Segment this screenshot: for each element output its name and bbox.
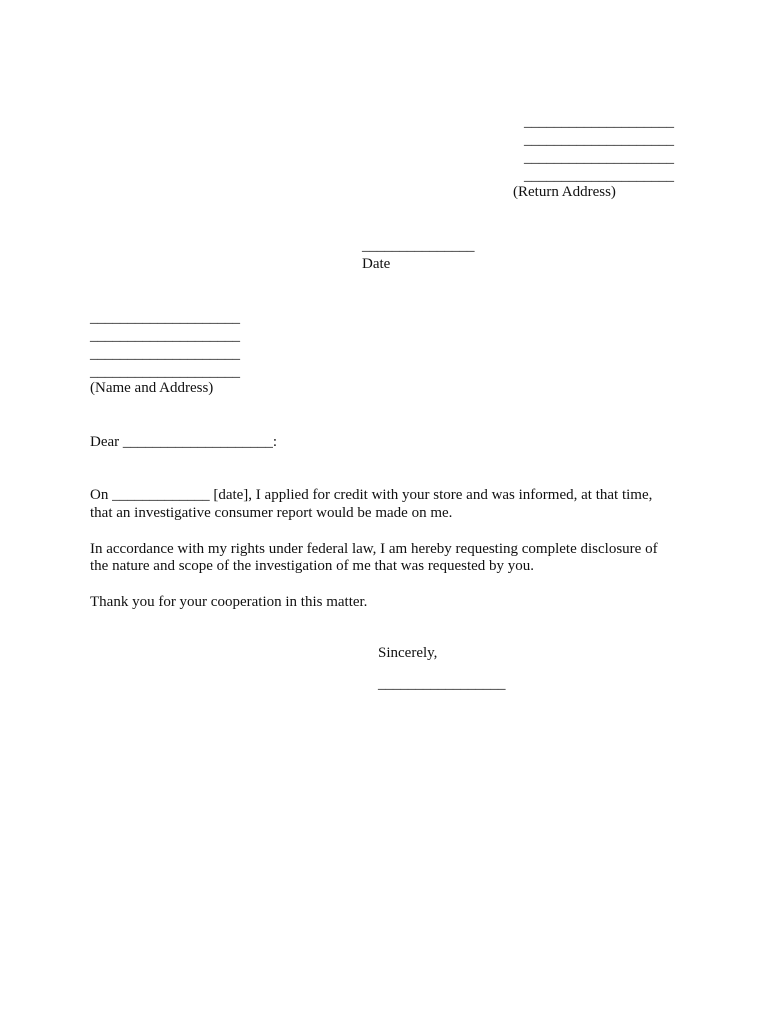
paragraph-2-line-2: the nature and scope of the investigation of me that was requested by you. (90, 558, 535, 574)
date-label: Date (362, 256, 391, 272)
paragraph-1-line-2: that an investigative consumer report would be made on me. (90, 505, 453, 521)
recipient-label: (Name and Address) (90, 380, 214, 396)
recipient-line-2: ____________________ (90, 328, 240, 344)
return-address-line-2: ____________________ (524, 132, 674, 148)
paragraph-3: Thank you for your cooperation in this matter. (90, 594, 368, 610)
recipient-line-3: ____________________ (90, 346, 240, 362)
paragraph-1-line-1: On _____________ [date], I applied for credit with your store and was informed, at that time, (90, 487, 653, 503)
return-address-line-1: ____________________ (524, 114, 674, 130)
paragraph-2-line-1: In accordance with my rights under federal law, I am hereby requesting complete disclosure of (90, 541, 658, 557)
date-blank: _______________ (362, 238, 475, 254)
closing-word: Sincerely, (378, 645, 438, 661)
recipient-line-1: ____________________ (90, 310, 240, 326)
return-address-line-3: ____________________ (524, 150, 674, 166)
return-address-line-4: ____________________ (524, 168, 674, 184)
salutation: Dear ____________________: (90, 434, 278, 450)
signature-blank: _________________ (378, 676, 506, 692)
recipient-line-4: ____________________ (90, 364, 240, 380)
return-address-label: (Return Address) (513, 184, 616, 200)
